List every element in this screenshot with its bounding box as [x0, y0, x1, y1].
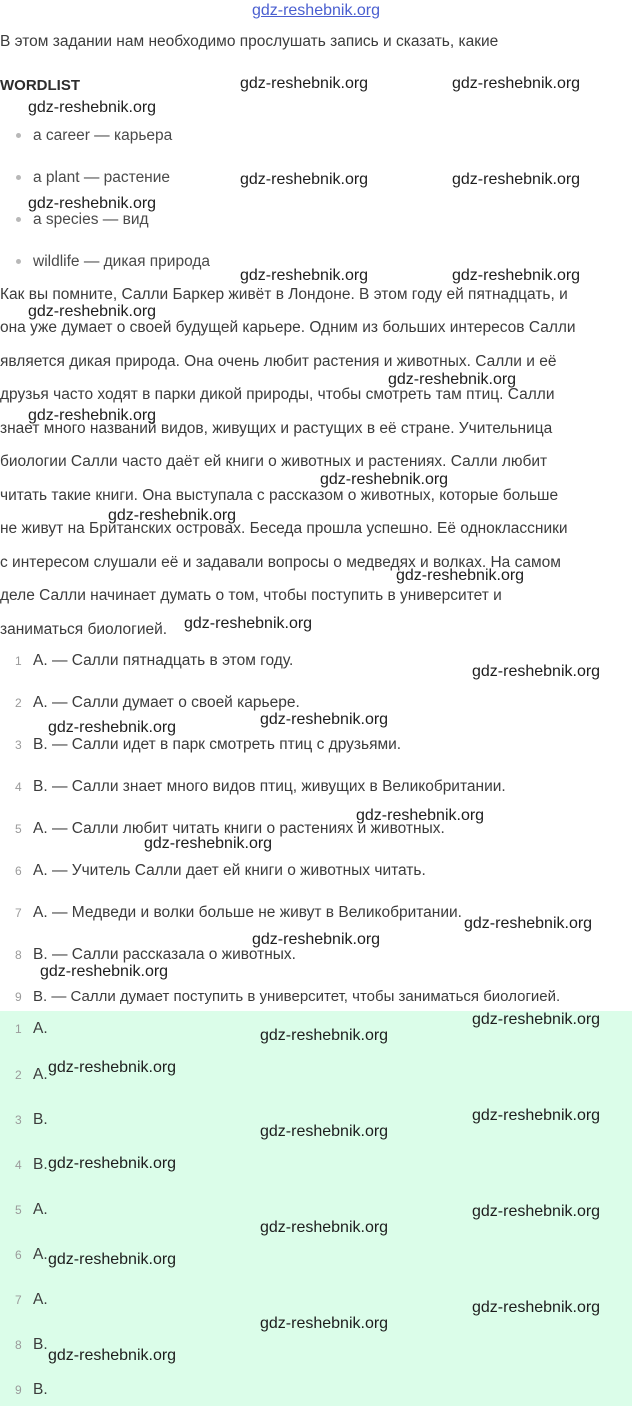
site-link-top[interactable]: gdz-reshebnik.org: [251, 2, 381, 19]
watermark: gdz-reshebnik.org: [48, 719, 177, 736]
paragraph-line: деле Салли начинает думать о том, чтобы поступить в университет и: [0, 587, 502, 604]
bullet-icon: [16, 175, 21, 180]
watermark: gdz-reshebnik.org: [452, 267, 581, 284]
watermark: gdz-reshebnik.org: [472, 663, 601, 680]
paragraph-line: с интересом слушали её и задавали вопросы о медведях и волках. На самом: [0, 554, 561, 571]
watermark: gdz-reshebnik.org: [184, 615, 313, 632]
answer-row: 9 B.: [15, 1381, 48, 1398]
watermark: gdz-reshebnik.org: [260, 1315, 389, 1332]
watermark: gdz-reshebnik.org: [48, 1347, 177, 1364]
answer-row: 2 A.: [15, 1066, 48, 1083]
paragraph-line: знает много названий видов, живущих и растущих в её стране. Учительница: [0, 420, 553, 437]
wordlist-item: a species — вид: [16, 211, 149, 229]
paragraph-line: биологии Салли часто даёт ей книги о животных и растениях. Салли любит: [0, 453, 548, 470]
intro-text: В этом задании нам необходимо прослушать запись и сказать, какие: [0, 33, 499, 50]
watermark: gdz-reshebnik.org: [28, 99, 157, 116]
watermark: gdz-reshebnik.org: [472, 1203, 601, 1220]
watermark: gdz-reshebnik.org: [108, 507, 237, 524]
answer-row: 3 B.: [15, 1111, 48, 1128]
statement-row: 7 A. — Медведи и волки больше не живут в Великобритании.: [15, 904, 462, 921]
paragraph-line: друзья часто ходят в парки дикой природы, чтобы смотреть там птиц. Салли: [0, 386, 555, 403]
watermark: gdz-reshebnik.org: [260, 711, 389, 728]
watermark: gdz-reshebnik.org: [260, 1123, 389, 1140]
statement-row: 5 A. — Салли любит читать книги о растениях и животных.: [15, 820, 445, 837]
answer-row: 6 A.: [15, 1246, 48, 1263]
watermark: gdz-reshebnik.org: [452, 75, 581, 92]
watermark: gdz-reshebnik.org: [472, 1299, 601, 1316]
paragraph-line: она уже думает о своей будущей карьере. Одним из больших интересов Салли: [0, 319, 576, 336]
wordlist-item: wildlife — дикая природа: [16, 253, 210, 271]
watermark: gdz-reshebnik.org: [40, 963, 169, 980]
watermark: gdz-reshebnik.org: [28, 407, 157, 424]
watermark: gdz-reshebnik.org: [472, 1107, 601, 1124]
paragraph-line: Как вы помните, Салли Баркер живёт в Лондоне. В этом году ей пятнадцать, и: [0, 286, 568, 303]
statement-row: 1 A. — Салли пятнадцать в этом году.: [15, 652, 294, 669]
paragraph-line: заниматься биологией.: [0, 621, 168, 638]
answer-row: 7 A.: [15, 1291, 48, 1308]
statement-row: 6 A. — Учитель Салли дает ей книги о животных читать.: [15, 862, 426, 879]
bullet-icon: [16, 259, 21, 264]
statement-row: 8 B. — Салли рассказала о животных.: [15, 946, 296, 963]
watermark: gdz-reshebnik.org: [28, 195, 157, 212]
paragraph-line: является дикая природа. Она очень любит растения и животных. Салли и её: [0, 353, 557, 370]
watermark: gdz-reshebnik.org: [472, 1011, 601, 1028]
answer-row: 1 A.: [15, 1020, 48, 1037]
bullet-icon: [16, 217, 21, 222]
watermark: gdz-reshebnik.org: [240, 75, 369, 92]
wordlist-item: a plant — растение: [16, 169, 170, 187]
bullet-icon: [16, 133, 21, 138]
watermark: gdz-reshebnik.org: [252, 931, 381, 948]
watermark: gdz-reshebnik.org: [48, 1059, 177, 1076]
statement-row: 4 B. — Салли знает много видов птиц, живущих в Великобритании.: [15, 778, 506, 795]
watermark: gdz-reshebnik.org: [320, 471, 449, 488]
watermark: gdz-reshebnik.org: [260, 1219, 389, 1236]
watermark: gdz-reshebnik.org: [240, 267, 369, 284]
watermark: gdz-reshebnik.org: [240, 171, 369, 188]
answer-row: 8 B.: [15, 1336, 48, 1353]
watermark: gdz-reshebnik.org: [464, 915, 593, 932]
watermark: gdz-reshebnik.org: [48, 1251, 177, 1268]
watermark: gdz-reshebnik.org: [144, 835, 273, 852]
wordlist-item: a career — карьера: [16, 127, 172, 145]
watermark: gdz-reshebnik.org: [356, 807, 485, 824]
watermark: gdz-reshebnik.org: [452, 171, 581, 188]
answer-row: 4 B.: [15, 1156, 48, 1173]
statement-row: 3 B. — Салли идет в парк смотреть птиц с друзьями.: [15, 736, 402, 753]
watermark: gdz-reshebnik.org: [48, 1155, 177, 1172]
wordlist-title: WORDLIST: [0, 77, 80, 94]
watermark: gdz-reshebnik.org: [388, 371, 517, 388]
statement-row: 2 A. — Салли думает о своей карьере.: [15, 694, 300, 711]
watermark: gdz-reshebnik.org: [28, 303, 157, 320]
answer-row: 5 A.: [15, 1201, 48, 1218]
paragraph-line: читать такие книги. Она выступала с рассказом о животных, которые больше: [0, 487, 559, 504]
watermark: gdz-reshebnik.org: [260, 1027, 389, 1044]
watermark: gdz-reshebnik.org: [396, 567, 525, 584]
paragraph-line: не живут на Британских островах. Беседа прошла успешно. Её одноклассники: [0, 520, 568, 537]
statement-row: 9 B. — Салли думает поступить в университет, чтобы заниматься биологией.: [15, 988, 561, 1005]
